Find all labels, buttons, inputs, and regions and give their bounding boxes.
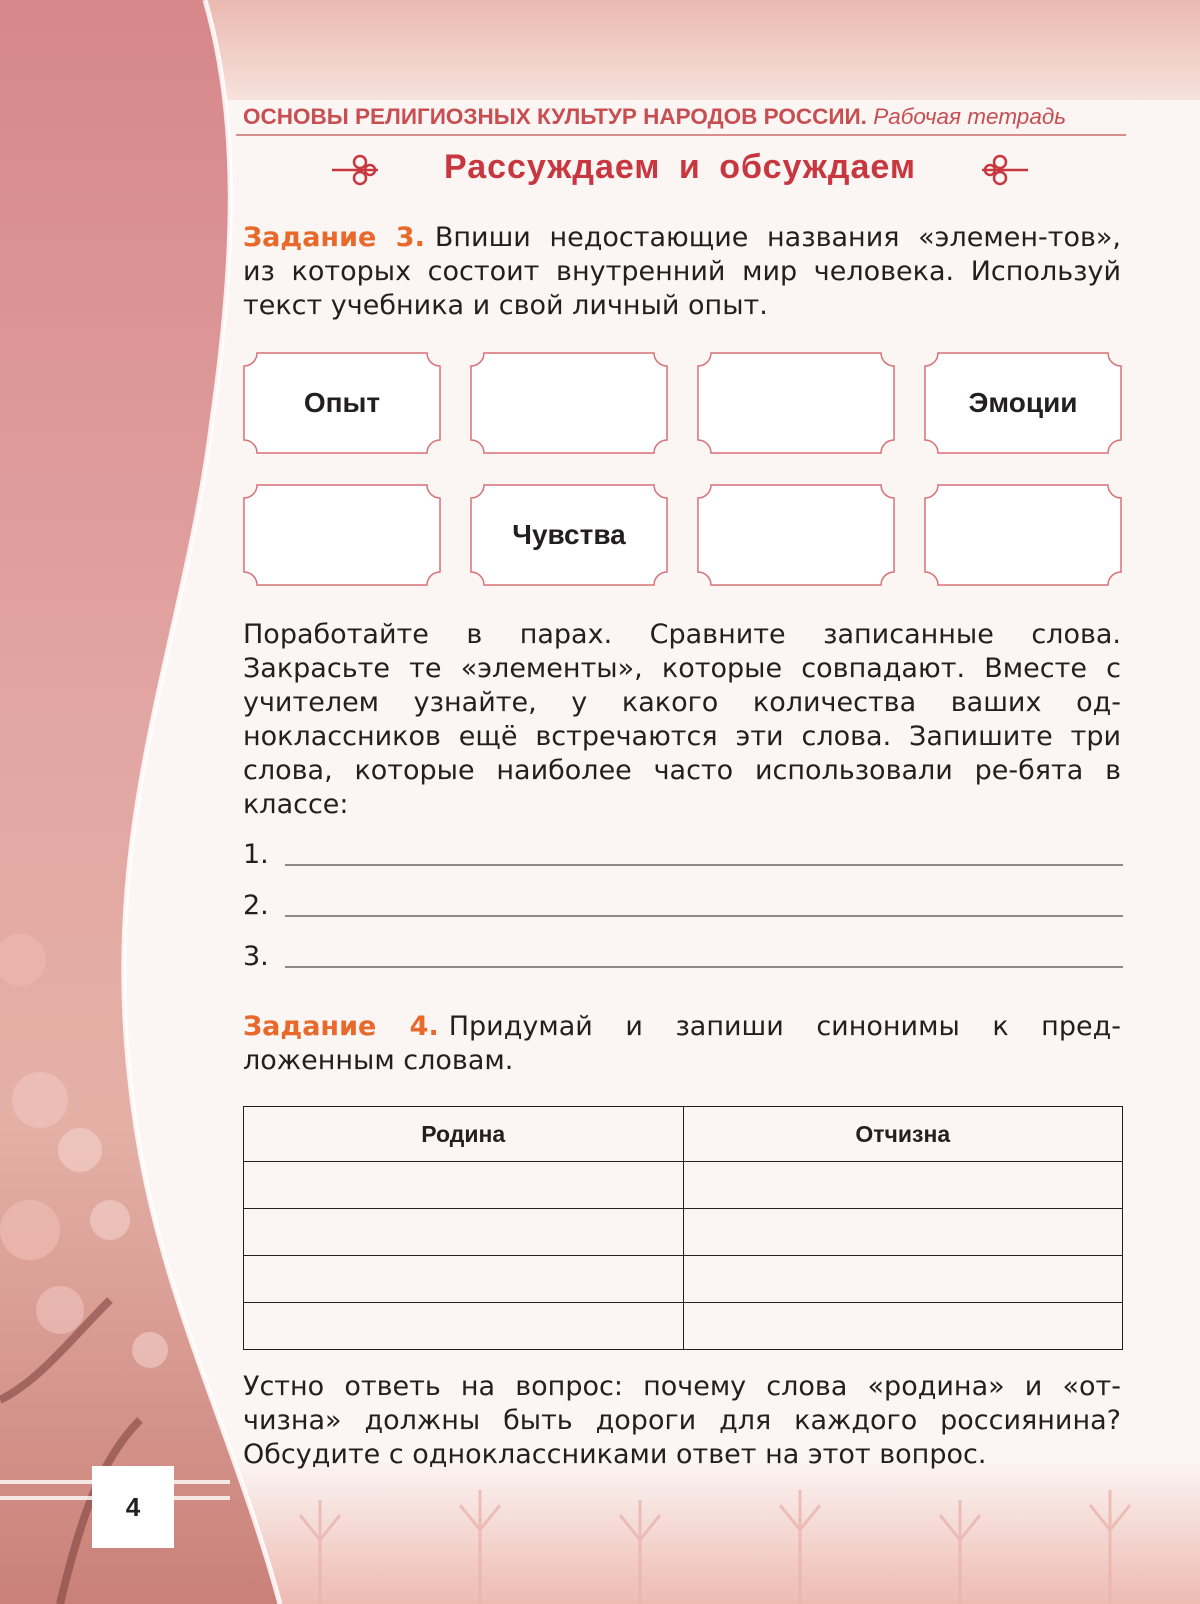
table-row bbox=[244, 1162, 1123, 1209]
answer-number: 2. bbox=[243, 890, 269, 921]
card-text: Чувства bbox=[512, 519, 626, 550]
task4-label: Задание 4. bbox=[243, 1011, 439, 1042]
page-number: 4 bbox=[92, 1466, 174, 1548]
answer-lines bbox=[243, 838, 1123, 991]
element-card[interactable] bbox=[470, 484, 668, 586]
task3-label: Задание 3. bbox=[243, 222, 425, 253]
element-card[interactable] bbox=[243, 352, 441, 454]
element-card[interactable] bbox=[697, 352, 895, 454]
pair-work-instruction: Поработайте в парах. Сравните записанные слова. Закрасьте те «элементы», которые совпадают. Вместе с учителем узнайте, у какого количества ваших од-ноклассников ещё встречаются эти слова. Запишите три слова, которые наиболее часто использовали ре-бята в классе: bbox=[243, 619, 1121, 820]
closing-question: Устно ответь на вопрос: почему слова «родина» и «от-чизна» должны быть дороги для каждого россиянина? Обсудите с одноклассниками ответ на этот вопрос. bbox=[243, 1371, 1121, 1470]
elements-grid bbox=[243, 352, 1123, 588]
table-row bbox=[244, 1209, 1123, 1256]
table-header-row bbox=[244, 1107, 1123, 1162]
element-card[interactable] bbox=[243, 484, 441, 586]
card-text: Опыт bbox=[303, 387, 381, 418]
card-frame bbox=[924, 484, 1122, 586]
answer-cell[interactable] bbox=[683, 1209, 1123, 1256]
workbook-title: ОСНОВЫ РЕЛИГИОЗНЫХ КУЛЬТУР НАРОДОВ РОССИИ. bbox=[243, 104, 867, 129]
answer-line[interactable] bbox=[243, 940, 1123, 991]
write-line bbox=[285, 966, 1123, 968]
answer-cell[interactable] bbox=[683, 1162, 1123, 1209]
section-title: Рассуждаем и обсуждаем bbox=[443, 148, 917, 186]
card-frame bbox=[470, 352, 668, 454]
answer-line[interactable] bbox=[243, 889, 1123, 940]
workbook-subtitle: Рабочая тетрадь bbox=[873, 104, 1067, 129]
answer-number: 3. bbox=[243, 941, 269, 972]
column-header-otchizna: Отчизна bbox=[683, 1107, 1123, 1162]
answer-line[interactable] bbox=[243, 838, 1123, 889]
ornament-icon bbox=[980, 152, 1030, 188]
answer-cell[interactable] bbox=[683, 1303, 1123, 1350]
answer-cell[interactable] bbox=[244, 1256, 684, 1303]
synonyms-table bbox=[243, 1106, 1123, 1350]
answer-cell[interactable] bbox=[244, 1162, 684, 1209]
task4-instruction bbox=[243, 1010, 1121, 1078]
element-card[interactable] bbox=[924, 484, 1122, 586]
answer-cell[interactable] bbox=[683, 1256, 1123, 1303]
answer-cell[interactable] bbox=[244, 1209, 684, 1256]
write-line bbox=[285, 915, 1123, 917]
task4-text: Придумай и запиши синонимы к пред-ложенным словам. bbox=[243, 1011, 1121, 1076]
section-heading bbox=[330, 148, 1030, 196]
header-rule bbox=[236, 134, 1126, 136]
write-line bbox=[285, 864, 1123, 866]
element-card[interactable] bbox=[924, 352, 1122, 454]
workbook-header bbox=[243, 104, 1123, 130]
card-frame bbox=[697, 484, 895, 586]
card-text: Эмоции bbox=[968, 387, 1078, 418]
answer-cell[interactable] bbox=[244, 1303, 684, 1350]
task3-text: Впиши недостающие названия «элемен-тов», из которых состоит внутренний мир человека. Используй текст учебника и свой личный опыт. bbox=[243, 222, 1121, 321]
column-header-rodina: Родина bbox=[244, 1107, 684, 1162]
answer-number: 1. bbox=[243, 839, 269, 870]
task3-instruction bbox=[243, 221, 1121, 323]
element-card[interactable] bbox=[470, 352, 668, 454]
table-row bbox=[244, 1256, 1123, 1303]
card-frame bbox=[697, 352, 895, 454]
table-row bbox=[244, 1303, 1123, 1350]
element-card[interactable] bbox=[697, 484, 895, 586]
card-frame bbox=[243, 484, 441, 586]
